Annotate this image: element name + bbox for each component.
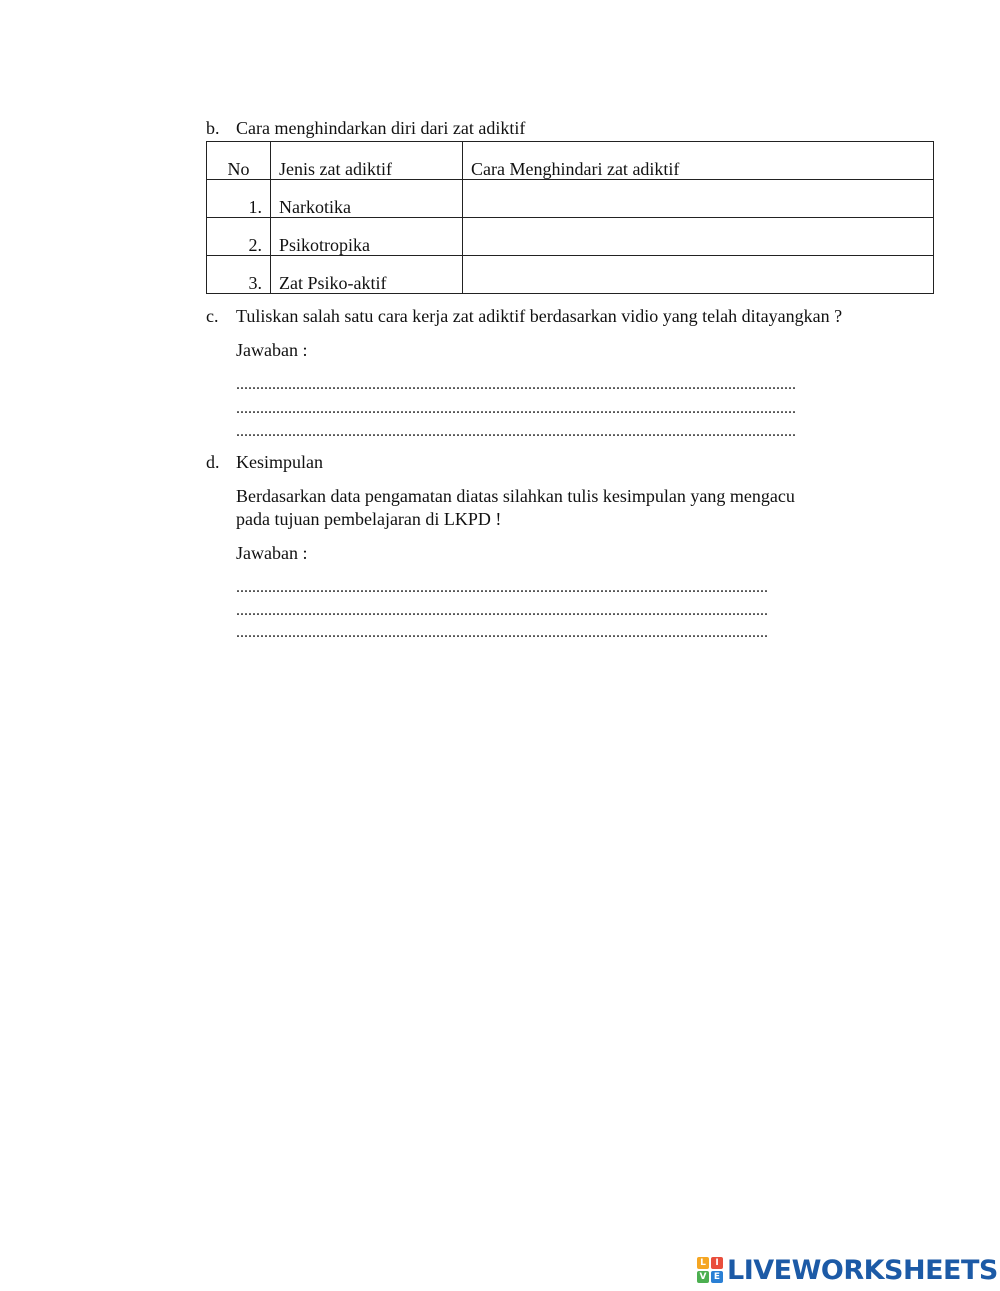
answer-line[interactable]: .....................................................................................................................................	[236, 624, 768, 641]
row-substance: Narkotika	[271, 180, 463, 218]
row-answer-cell[interactable]	[463, 180, 934, 218]
header-cara: Cara Menghindari zat adiktif	[463, 142, 934, 180]
row-substance: Zat Psiko-aktif	[271, 256, 463, 294]
section-c-marker: c.	[206, 306, 219, 326]
answer-line[interactable]: ............................................................................................................................................	[236, 423, 796, 440]
logo-block: L	[697, 1257, 709, 1269]
section-d-title: Kesimpulan	[236, 452, 323, 472]
row-number: 3.	[207, 256, 271, 294]
row-answer-cell[interactable]	[463, 218, 934, 256]
answer-line[interactable]: .....................................................................................................................................	[236, 579, 768, 596]
logo-block: I	[711, 1257, 723, 1269]
table-row	[207, 218, 934, 256]
section-c-answer-label: Jawaban :	[236, 340, 308, 360]
header-no: No	[207, 142, 271, 180]
avoidance-table	[206, 141, 934, 294]
header-jenis: Jenis zat adiktif	[271, 142, 463, 180]
row-number: 1.	[207, 180, 271, 218]
logo-block: E	[711, 1271, 723, 1283]
liveworksheets-logo	[697, 1255, 998, 1285]
logo-block: V	[697, 1271, 709, 1283]
table-row	[207, 256, 934, 294]
section-d-instruction-line2: pada tujuan pembelajaran di LKPD !	[236, 509, 502, 529]
logo-wordmark: LIVEWORKSHEETS	[727, 1254, 998, 1286]
row-number: 2.	[207, 218, 271, 256]
answer-line[interactable]: ............................................................................................................................................	[236, 376, 796, 393]
row-answer-cell[interactable]	[463, 256, 934, 294]
section-d-marker: d.	[206, 452, 220, 472]
table-header-row	[207, 142, 934, 180]
answer-line[interactable]: .....................................................................................................................................	[236, 602, 768, 619]
row-substance: Psikotropika	[271, 218, 463, 256]
answer-line[interactable]: ............................................................................................................................................	[236, 400, 796, 417]
table-row	[207, 180, 934, 218]
section-d-answer-label: Jawaban :	[236, 543, 308, 563]
logo-blocks-icon	[697, 1257, 723, 1283]
section-d-instruction-line1: Berdasarkan data pengamatan diatas silahkan tulis kesimpulan yang mengacu	[236, 486, 795, 506]
section-b-title: Cara menghindarkan diri dari zat adiktif	[236, 118, 526, 138]
section-b-marker: b.	[206, 118, 220, 138]
section-c-question: Tuliskan salah satu cara kerja zat adiktif berdasarkan vidio yang telah ditayangkan ?	[236, 306, 843, 326]
